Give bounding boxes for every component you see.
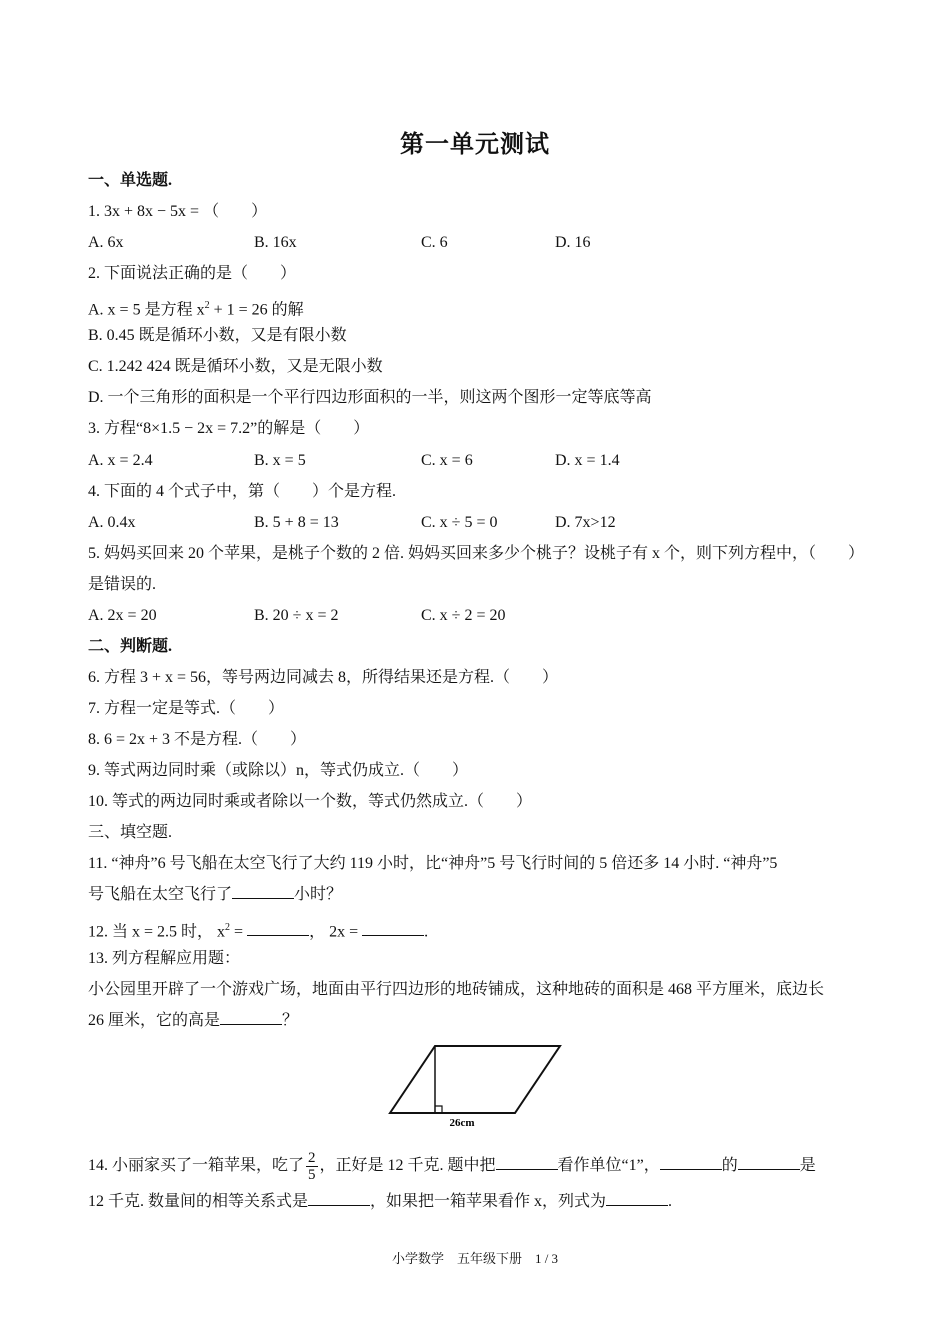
right-angle-marker xyxy=(435,1106,442,1113)
question-1-option-d: D. 16 xyxy=(555,234,591,251)
superscript: 2 xyxy=(225,922,231,933)
question-1-option-c: C. 6 xyxy=(421,234,448,251)
parallelogram-shape xyxy=(390,1046,560,1113)
question-4-option-a: A. 0.4x xyxy=(88,514,136,531)
question-4-stem: 4. 下面的 4 个式子中，第（ ）个是方程. xyxy=(88,483,397,500)
question-4-option-c: C. x ÷ 5 = 0 xyxy=(421,514,498,531)
question-12: 12. 当 x = 2.5 时， $x^2$ = ， 2x = . xyxy=(88,922,429,941)
answer-blank[interactable] xyxy=(738,1155,800,1170)
page-footer: 小学数学 五年级下册 1 / 3 xyxy=(391,1251,559,1266)
base-label: 26cm xyxy=(449,1117,475,1129)
question-2-option-b: B. 0.45 既是循环小数，又是有限小数 xyxy=(88,327,347,344)
question-1-stem: 1. 3x + 8x − 5x = （ ） xyxy=(88,203,268,220)
answer-blank[interactable] xyxy=(220,1010,282,1025)
question-10: 10. 等式的两边同时乘或者除以一个数，等式仍然成立.（ ） xyxy=(88,793,533,810)
question-9: 9. 等式两边同时乘（或除以）n，等式仍成立.（ ） xyxy=(88,762,469,779)
question-5-option-b: B. 20 ÷ x = 2 xyxy=(254,607,339,624)
question-13-line-2: 26 厘米，它的高是 ？ xyxy=(88,1012,299,1029)
question-2-option-c: C. 1.242 424 既是循环小数，又是无限小数 xyxy=(88,358,383,375)
question-3-option-c: C. x = 6 xyxy=(421,452,473,469)
answer-blank[interactable] xyxy=(362,921,424,936)
question-6: 6. 方程 3 + x = 56，等号两边同减去 8，所得结果还是方程.（ ） xyxy=(88,669,559,686)
question-11-line-1: 11. “神舟”6 号飞船在太空飞行了大约 119 小时，比“神舟”5 号飞行时间的 5 倍还多 14 小时. “神舟”5 xyxy=(88,855,778,872)
fraction: $\frac{2}{5}$ xyxy=(308,1150,316,1183)
question-11-line-2: 号飞船在太空飞行了 小时？ xyxy=(88,886,343,903)
question-4-option-b: B. 5 + 8 = 13 xyxy=(254,514,339,531)
answer-blank[interactable] xyxy=(606,1191,668,1206)
question-14-line-1: 14. 小丽家买了一箱苹果，吃了 $\frac{2}{5}$ ，正好是 12 千克. 题中把 看作单位“1”， 的 是 xyxy=(88,1150,816,1183)
parallelogram-figure xyxy=(380,1040,570,1132)
answer-blank[interactable] xyxy=(247,921,309,936)
question-2-option-a: A. x = 5 是方程 $x^2 + 1 = 26$ 的解 xyxy=(88,300,304,319)
section-heading-2: 二、判断题. xyxy=(88,638,173,655)
question-8: 8. 6 = 2x + 3 不是方程.（ ） xyxy=(88,731,307,748)
question-5-stem-line-2: 是错误的. xyxy=(88,576,157,593)
question-5-stem-line-1: 5. 妈妈买回来 20 个苹果，是桃子个数的 2 倍. 妈妈买回来多少个桃子？设桃子有 x 个，则下列方程中，（ ） xyxy=(88,545,865,562)
question-2-option-d: D. 一个三角形的面积是一个平行四边形面积的一半，则这两个图形一定等底等高 xyxy=(88,389,652,406)
question-7: 7. 方程一定是等式.（ ） xyxy=(88,700,285,717)
section-heading-3: 三、填空题. xyxy=(88,824,173,841)
question-3-option-a: A. x = 2.4 xyxy=(88,452,153,469)
question-1-option-b: B. 16x xyxy=(254,234,297,251)
answer-blank[interactable] xyxy=(496,1155,558,1170)
superscript: 2 xyxy=(204,300,210,311)
question-3-option-b: B. x = 5 xyxy=(254,452,306,469)
question-2-stem: 2. 下面说法正确的是（ ） xyxy=(88,265,297,282)
question-1-option-a: A. 6x xyxy=(88,234,124,251)
question-4-option-d: D. 7x>12 xyxy=(555,514,616,531)
section-heading-1: 一、单选题. xyxy=(88,172,173,189)
question-13-line-1: 小公园里开辟了一个游戏广场，地面由平行四边形的地砖铺成，这种地砖的面积是 468 平方厘米，底边长 xyxy=(88,981,825,998)
question-3-stem: 3. 方程“8×1.5 − 2x = 7.2”的解是（ ） xyxy=(88,420,370,437)
question-5-option-a: A. 2x = 20 xyxy=(88,607,157,624)
page-title: 第一单元测试 xyxy=(400,132,550,158)
question-5-option-c: C. x ÷ 2 = 20 xyxy=(421,607,506,624)
answer-blank[interactable] xyxy=(308,1191,370,1206)
question-14-line-2: 12 千克. 数量间的相等关系式是 ，如果把一箱苹果看作 x，列式为 . xyxy=(88,1193,673,1210)
answer-blank[interactable] xyxy=(232,884,294,899)
question-3-option-d: D. x = 1.4 xyxy=(555,452,620,469)
answer-blank[interactable] xyxy=(660,1155,722,1170)
question-13-stem: 13. 列方程解应用题： xyxy=(88,950,241,967)
